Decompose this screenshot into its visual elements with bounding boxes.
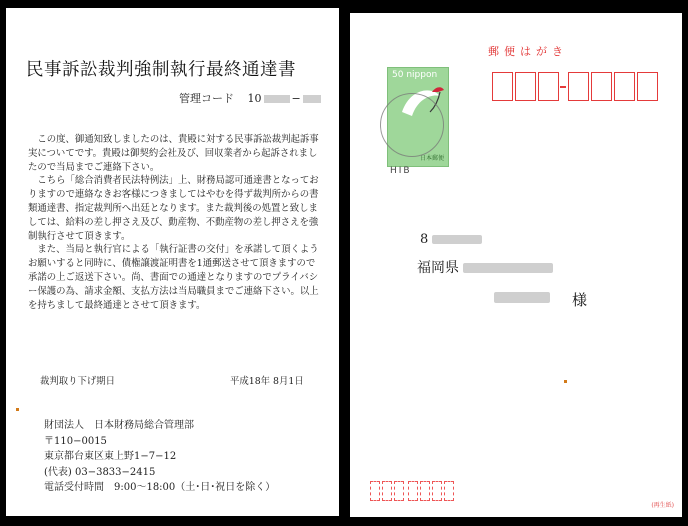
management-code-label: 管理コード [179,92,234,105]
stamp-brand: 日本郵便 [419,155,444,162]
zip-box [637,72,658,101]
sender-zip-box [370,481,380,501]
postcard-label: 郵便はがき [488,45,568,58]
document-title: 民事訴訟裁判強制執行最終通達書 [26,60,296,80]
zip-box [614,72,635,101]
zip-box [568,72,589,101]
stamp-value: 50 nippon [392,70,438,80]
mark-dot [16,408,19,411]
org-hours: 電話受付時間 9:00〜18:00（土･日･祝日を除く） [44,482,276,493]
postmark-text: HIB [390,166,412,176]
sender-zip-box [394,481,404,501]
recycled-paper-label: (再生紙) [651,502,674,509]
body-paragraph: この度、御通知致しましたのは、貴殿に対する民事訴訟裁判起訴事実についてです。貴殿は御契約会社及び、回収業者から起訴されましたので当局までご連絡下さい。 [28,134,319,173]
body-paragraph: また、当局と執行官による「執行証書の交付」を承諾して頂くようお願いすると同時に、債権譲渡証明書を1通郵送させて頂きますので承諾の上ご返送下さい。尚、書面での通達となりますのでプライバシー保護の為、請求金額、支払方法は当局職員までご連絡下さい。以上を持ちまして最終通達とさせて頂きます。 [28,244,319,311]
zip-box [492,72,513,101]
recipient-honorific: 様 [572,291,588,309]
redacted-block [432,235,482,244]
sender-organization [44,418,275,496]
org-postal-code: 〒110−0015 [44,435,107,447]
recipient-zip [420,232,482,247]
org-phone: (代表) 03−3833−2415 [44,466,156,478]
redacted-block [494,292,550,303]
zip-box [591,72,612,101]
org-address: 東京都台東区東上野1−7−12 [44,451,177,462]
recipient-zip-prefix: 8 [420,232,429,247]
sender-zip-box [382,481,392,501]
sender-zip-box [408,481,418,501]
zip-box [515,72,536,101]
redacted-block [303,95,321,103]
notice-letter-card [6,8,339,516]
recipient-name [494,287,550,306]
postmark [380,93,444,157]
zip-box [538,72,559,101]
recipient-address [417,257,553,277]
management-code: 管理コード 10 − [179,90,323,106]
sender-zip-box [420,481,430,501]
redacted-block [463,263,553,273]
recipient-prefecture: 福岡県 [417,260,459,276]
deadline-date: 平成18年 8月1日 [230,376,304,387]
notice-body [28,133,324,312]
postcard-front [350,13,682,517]
org-name: 財団法人 日本財務局総合管理部 [44,420,194,431]
deadline-row [40,373,310,387]
management-code-prefix: 10 [247,92,262,105]
sender-zip-box [432,481,442,501]
sender-zip-box [444,481,454,501]
mark-dot [564,380,567,383]
body-paragraph: こちら「総合消費者民法特例法」上、財務局認可通達書となっておりますので連絡なきお客様につきましてはやむを得ず裁判所からの書類通達書、指定裁判所へ出廷となります。また裁判後の処置と致しましては、給料の差し押さえ及び、動産物、不動産物の差し押さえを強制執行させて頂きます。 [28,175,319,242]
zip-separator [560,86,566,88]
redacted-block [264,95,290,103]
deadline-label: 裁判取り下げ期日 [40,376,116,387]
